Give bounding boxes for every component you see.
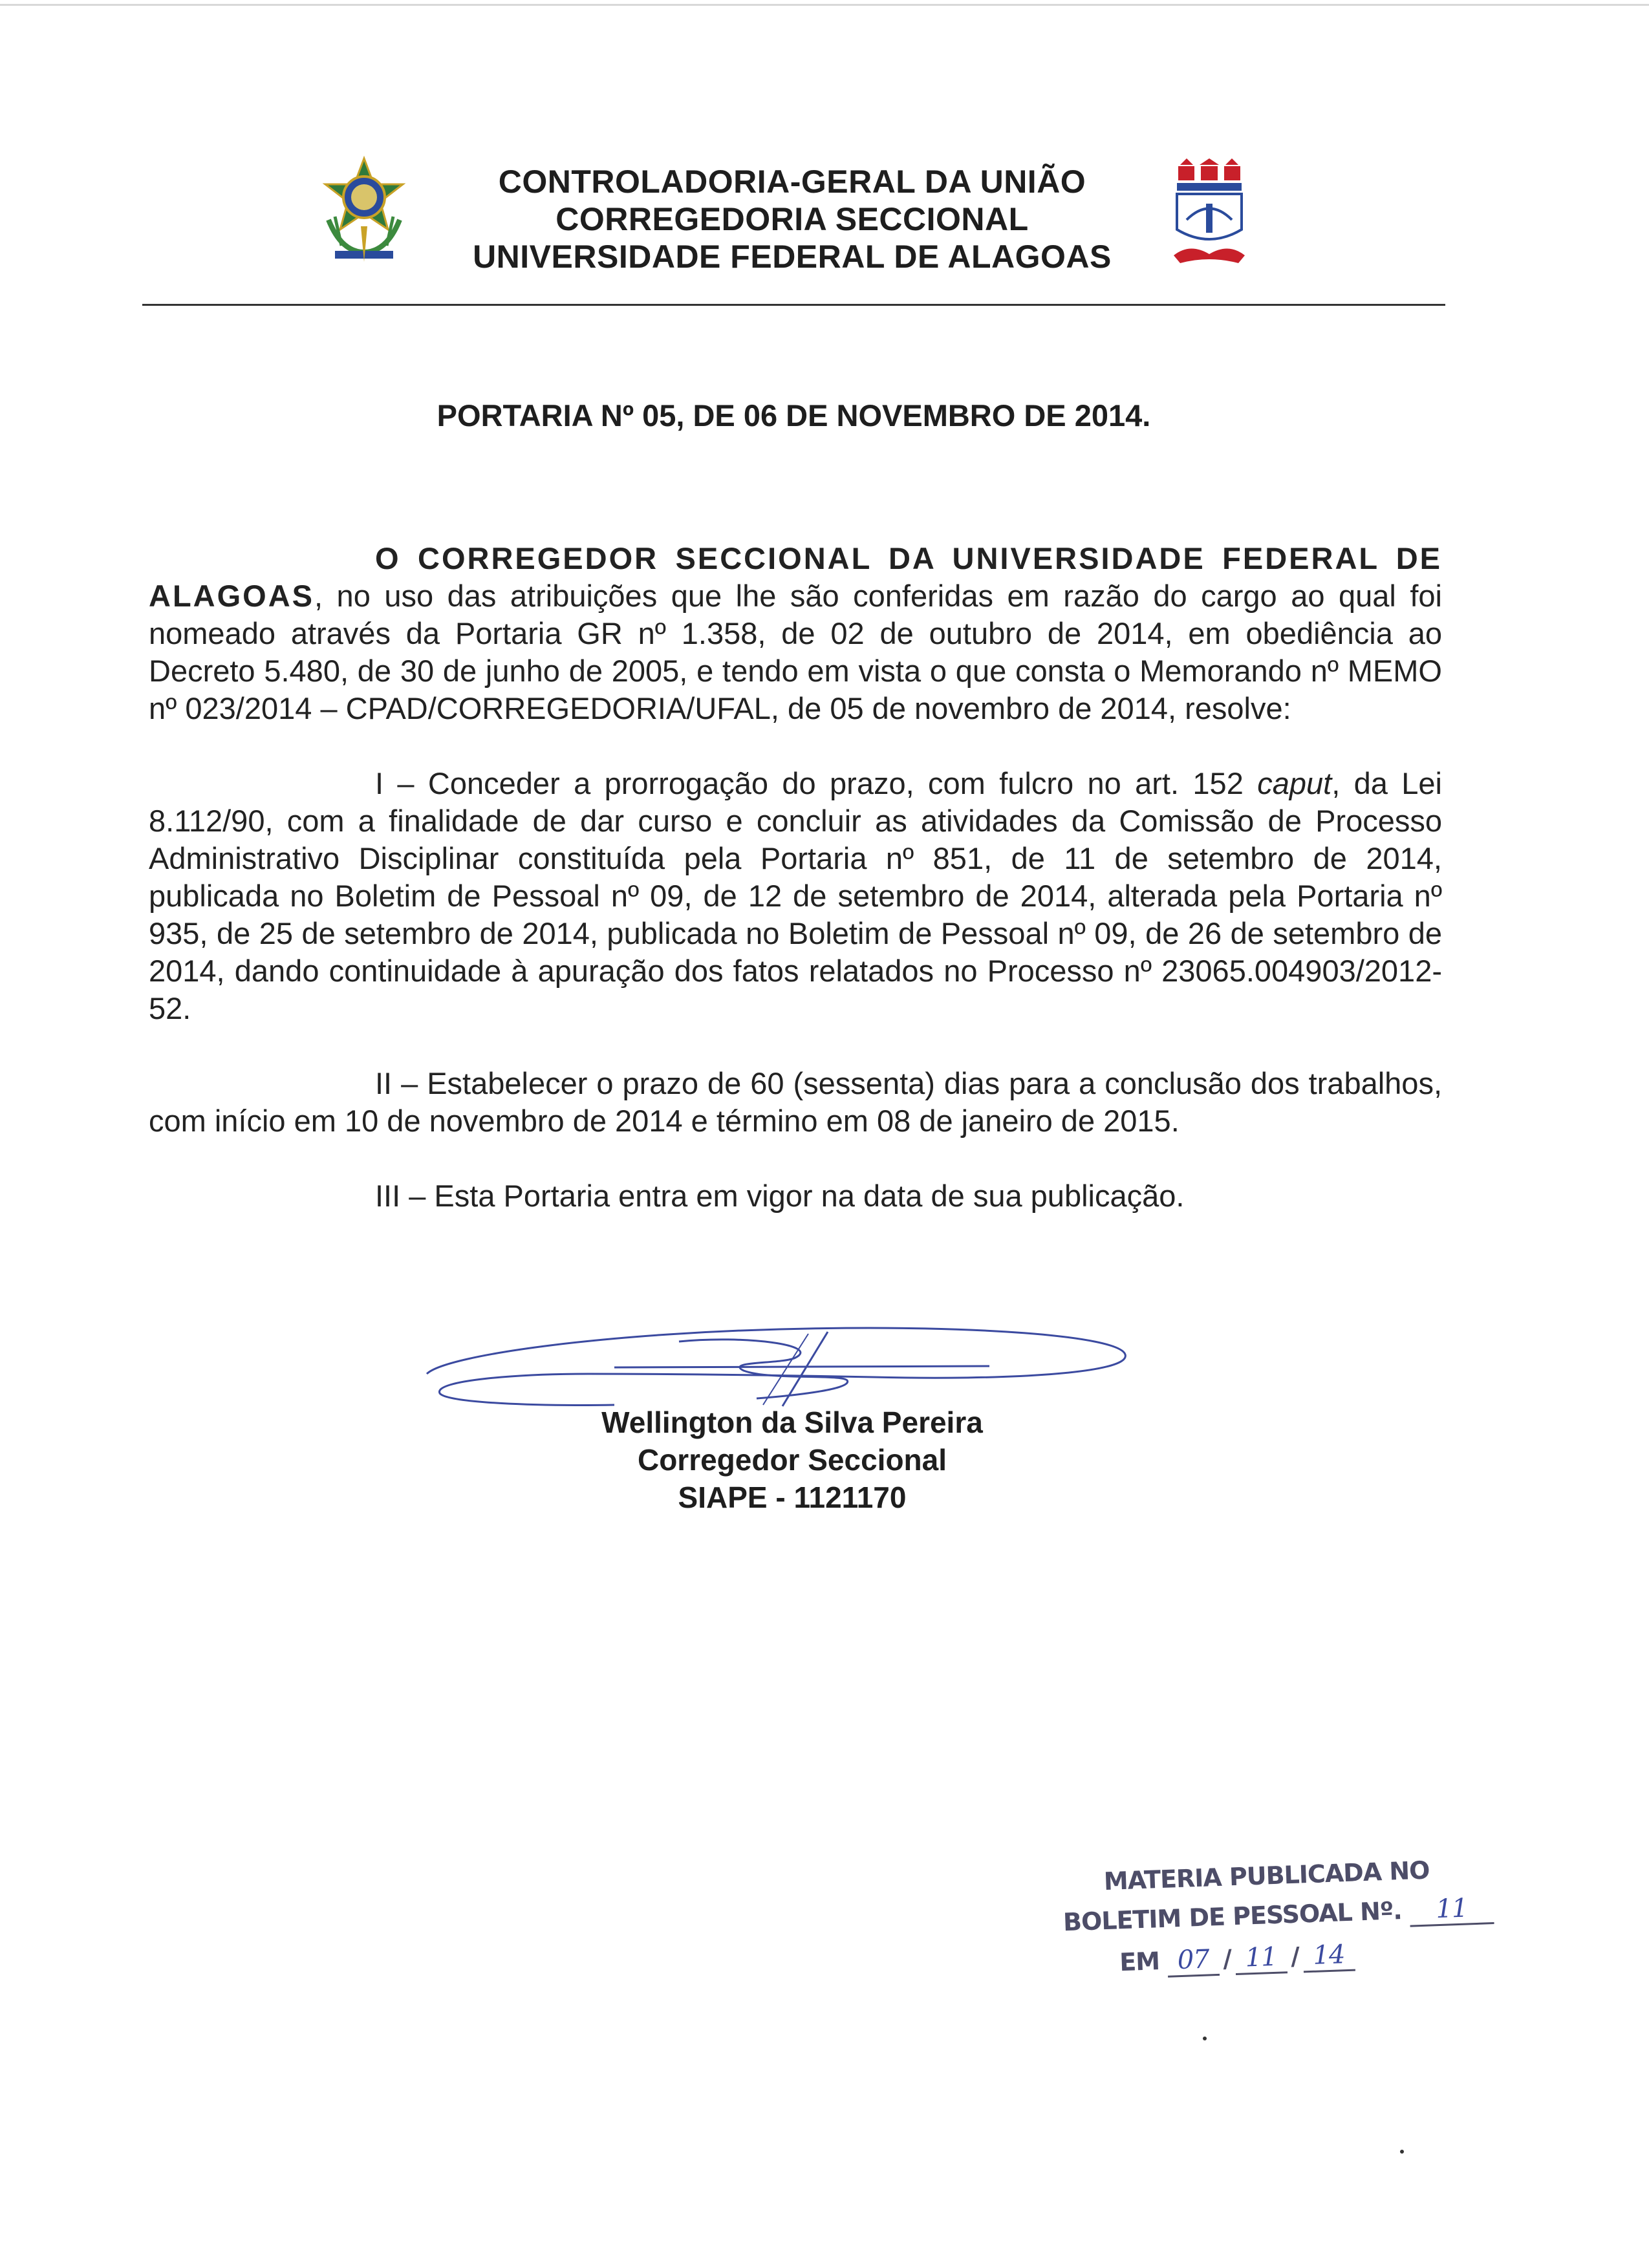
preamble-paragraph <box>149 540 1442 727</box>
signatory-role: Corregedor Seccional <box>637 1443 947 1477</box>
stamp-boletim-label: BOLETIM DE PESSOAL Nº. <box>1062 1896 1403 1937</box>
signatory-siape: SIAPE - 1121170 <box>678 1481 907 1514</box>
publication-stamp <box>1058 1856 1469 2018</box>
article-1-italic-term: caput <box>1257 766 1332 800</box>
signatory-name: Wellington da Silva Pereira <box>601 1406 983 1439</box>
stamp-year: 14 <box>1302 1940 1355 1973</box>
signature-text <box>420 1404 1164 1516</box>
header-line-agency: CONTROLADORIA-GERAL DA UNIÃO <box>498 164 1086 200</box>
stamp-day: 07 <box>1167 1944 1220 1978</box>
article-1-paragraph <box>149 765 1442 1027</box>
preamble-text: , no uso das atribuições que lhe são conferidas em razão do cargo ao qual foi nomeado através da Portaria GR nº 1.358, de 02 de outubro de 2014, em obediência ao Decreto 5.480, de 30 de junho de 2005, e tendo em vista o que consta o Memorando nº MEMO nº 023/2014 – CPAD/CORREGEDORIA/UFAL, de 05 de novembro de 2014, resolve: <box>149 579 1442 725</box>
document-title: PORTARIA Nº 05, DE 06 DE NOVEMBRO DE 2014. <box>436 398 1151 433</box>
scan-speck <box>1203 2037 1207 2040</box>
stamp-date-separator: / <box>1222 1944 1232 1973</box>
header-divider <box>142 304 1445 306</box>
stamp-date-separator: / <box>1290 1942 1300 1971</box>
document-header <box>0 149 1649 310</box>
ufal-crest-icon <box>1170 158 1248 268</box>
scan-edge <box>0 4 1649 6</box>
header-line-office: CORREGEDORIA SECCIONAL <box>555 201 1029 237</box>
scan-speck <box>1400 2150 1404 2154</box>
stamp-line-1: MATERIA PUBLICADA NO <box>1103 1856 1430 1896</box>
document-body <box>149 540 1442 1252</box>
stamp-month: 11 <box>1234 1942 1288 1975</box>
header-title-block <box>427 163 1158 275</box>
preamble-lead: O CORREGEDOR SECCIONAL DA UNIVERSIDADE FEDERAL DE ALAGOAS <box>149 541 1442 613</box>
stamp-boletim-number: 11 <box>1409 1892 1494 1927</box>
article-1-text-start: I – Conceder a prorrogação do prazo, com fulcro no art. 152 <box>375 766 1258 800</box>
stamp-date-label: EM <box>1119 1947 1160 1977</box>
article-1-text-end: , da Lei 8.112/90, com a finalidade de dar curso e concluir as atividades da Comissão de Processo Administrativo Disciplinar constituída pela Portaria nº 851, de 11 de setembro de 2014, publicada no Boletim de Pessoal nº 09, de 12 de setembro de 2014, alterada pela Portaria nº 935, de 25 de setembro de 2014, publicada no Boletim de Pessoal nº 09, de 26 de setembro de 2014, dando continuidade à apuração dos fatos relatados no Processo nº 23065.004903/2012-52. <box>149 766 1442 1025</box>
header-line-university: UNIVERSIDADE FEDERAL DE ALAGOAS <box>473 239 1112 275</box>
article-3-paragraph: III – Esta Portaria entra em vigor na data de sua publicação. <box>375 1179 1185 1213</box>
brazil-coat-of-arms-icon <box>316 155 413 265</box>
stamp-line-2 <box>1062 1892 1494 1939</box>
stamp-line-3 <box>1119 1940 1355 1980</box>
article-2-paragraph: II – Estabelecer o prazo de 60 (sessenta) dias para a conclusão dos trabalhos, com início em 10 de novembro de 2014 e término em 08 de janeiro de 2015. <box>149 1066 1442 1138</box>
